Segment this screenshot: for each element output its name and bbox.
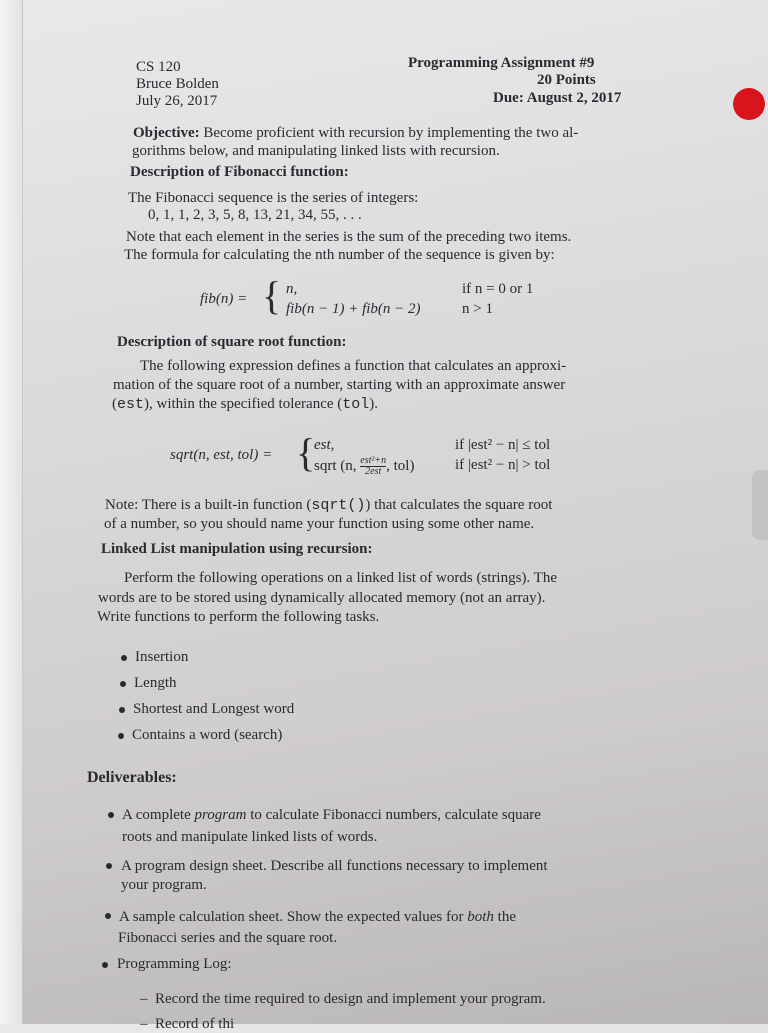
fib-lhs: fib(n) = xyxy=(200,291,248,307)
objective-line2: gorithms below, and manipulating linked lists with recursion. xyxy=(132,143,500,159)
sqrt-note1: Note: There is a built-in function (sqrt()) that calculates the square root xyxy=(105,497,553,514)
sqrt-heading: Description of square root function: xyxy=(117,334,347,350)
fib-case2: fib(n − 1) + fib(n − 2) xyxy=(286,301,421,317)
sqrt-line1: The following expression defines a function that calculates an approxi- xyxy=(140,358,567,374)
bullet xyxy=(120,681,126,687)
fib-heading: Description of Fibonacci function: xyxy=(130,164,349,180)
deliverable-1: A complete program to calculate Fibonacci numbers, calculate square xyxy=(122,807,541,823)
fib-cond2: n > 1 xyxy=(462,301,493,317)
deliverable-3-cont: Fibonacci series and the square root. xyxy=(118,930,338,946)
assignment-title: Programming Assignment #9 xyxy=(408,55,595,71)
list-item: Insertion xyxy=(135,649,189,665)
fib-sequence: 0, 1, 1, 2, 3, 5, 8, 13, 21, 34, 55, . . . xyxy=(148,207,362,223)
points: 20 Points xyxy=(537,72,596,88)
list-item: Length xyxy=(134,675,177,691)
dash: – xyxy=(140,1016,148,1032)
linked-line1: Perform the following operations on a linked list of words (strings). The xyxy=(124,570,557,586)
deliverables-heading: Deliverables: xyxy=(87,769,177,786)
bullet xyxy=(121,655,127,661)
fib-note2: The formula for calculating the nth number of the sequence is given by: xyxy=(124,247,555,263)
bullet xyxy=(118,733,124,739)
sqrt-case2: sqrt (n, $\frac{\text{est²+n}}{\text{2est}}$ , tol) xyxy=(314,455,415,477)
due-date: Due: August 2, 2017 xyxy=(493,90,622,106)
objective-line1: Objective: Become proficient with recursion by implementing the two al- xyxy=(133,125,579,141)
bullet xyxy=(102,962,108,968)
dash: – xyxy=(140,991,148,1007)
sqrt-case1: est, xyxy=(314,437,335,453)
sqrt-lhs: sqrt(n, est, tol) = xyxy=(170,447,273,463)
date: July 26, 2017 xyxy=(136,93,218,109)
linked-line3: Write functions to perform the following tasks. xyxy=(97,609,380,625)
brace: { xyxy=(296,430,316,475)
bullet xyxy=(106,863,112,869)
deliverable-1-cont: roots and manipulate linked lists of words. xyxy=(122,829,378,845)
red-sticker xyxy=(733,88,765,120)
sqrt-note2: of a number, so you should name your function using some other name. xyxy=(104,516,535,532)
bullet xyxy=(105,913,111,919)
bullet xyxy=(108,812,114,818)
fib-cond1: if n = 0 or 1 xyxy=(462,281,534,297)
log-item-1: Record the time required to design and implement your program. xyxy=(155,991,546,1007)
author: Bruce Bolden xyxy=(136,76,219,92)
linked-line2: words are to be stored using dynamically allocated memory (not an array). xyxy=(98,590,546,606)
list-item: Contains a word (search) xyxy=(132,727,283,743)
sqrt-cond2: if |est² − n| > tol xyxy=(455,457,551,473)
course: CS 120 xyxy=(136,59,181,75)
sqrt-line2: mation of the square root of a number, starting with an approximate answer xyxy=(113,377,566,393)
fib-note1: Note that each element in the series is the sum of the preceding two items. xyxy=(126,229,572,245)
sqrt-line3: (est), within the specified tolerance (tol). xyxy=(112,396,379,413)
deliverable-4: Programming Log: xyxy=(117,956,232,972)
fib-intro: The Fibonacci sequence is the series of integers: xyxy=(128,190,419,206)
paper-edge xyxy=(0,0,23,1024)
deliverable-2: A program design sheet. Describe all functions necessary to implement xyxy=(121,858,548,874)
bullet xyxy=(119,707,125,713)
deliverable-3: A sample calculation sheet. Show the expected values for both the xyxy=(119,909,516,925)
log-item-2: Record of thi xyxy=(155,1016,235,1032)
linked-heading: Linked List manipulation using recursion: xyxy=(101,541,373,557)
sqrt-cond1: if |est² − n| ≤ tol xyxy=(455,437,551,453)
list-item: Shortest and Longest word xyxy=(133,701,295,717)
fib-case1: n, xyxy=(286,281,298,297)
deliverable-2-cont: your program. xyxy=(121,877,207,893)
paper-tab xyxy=(752,470,768,540)
brace: { xyxy=(262,273,282,318)
